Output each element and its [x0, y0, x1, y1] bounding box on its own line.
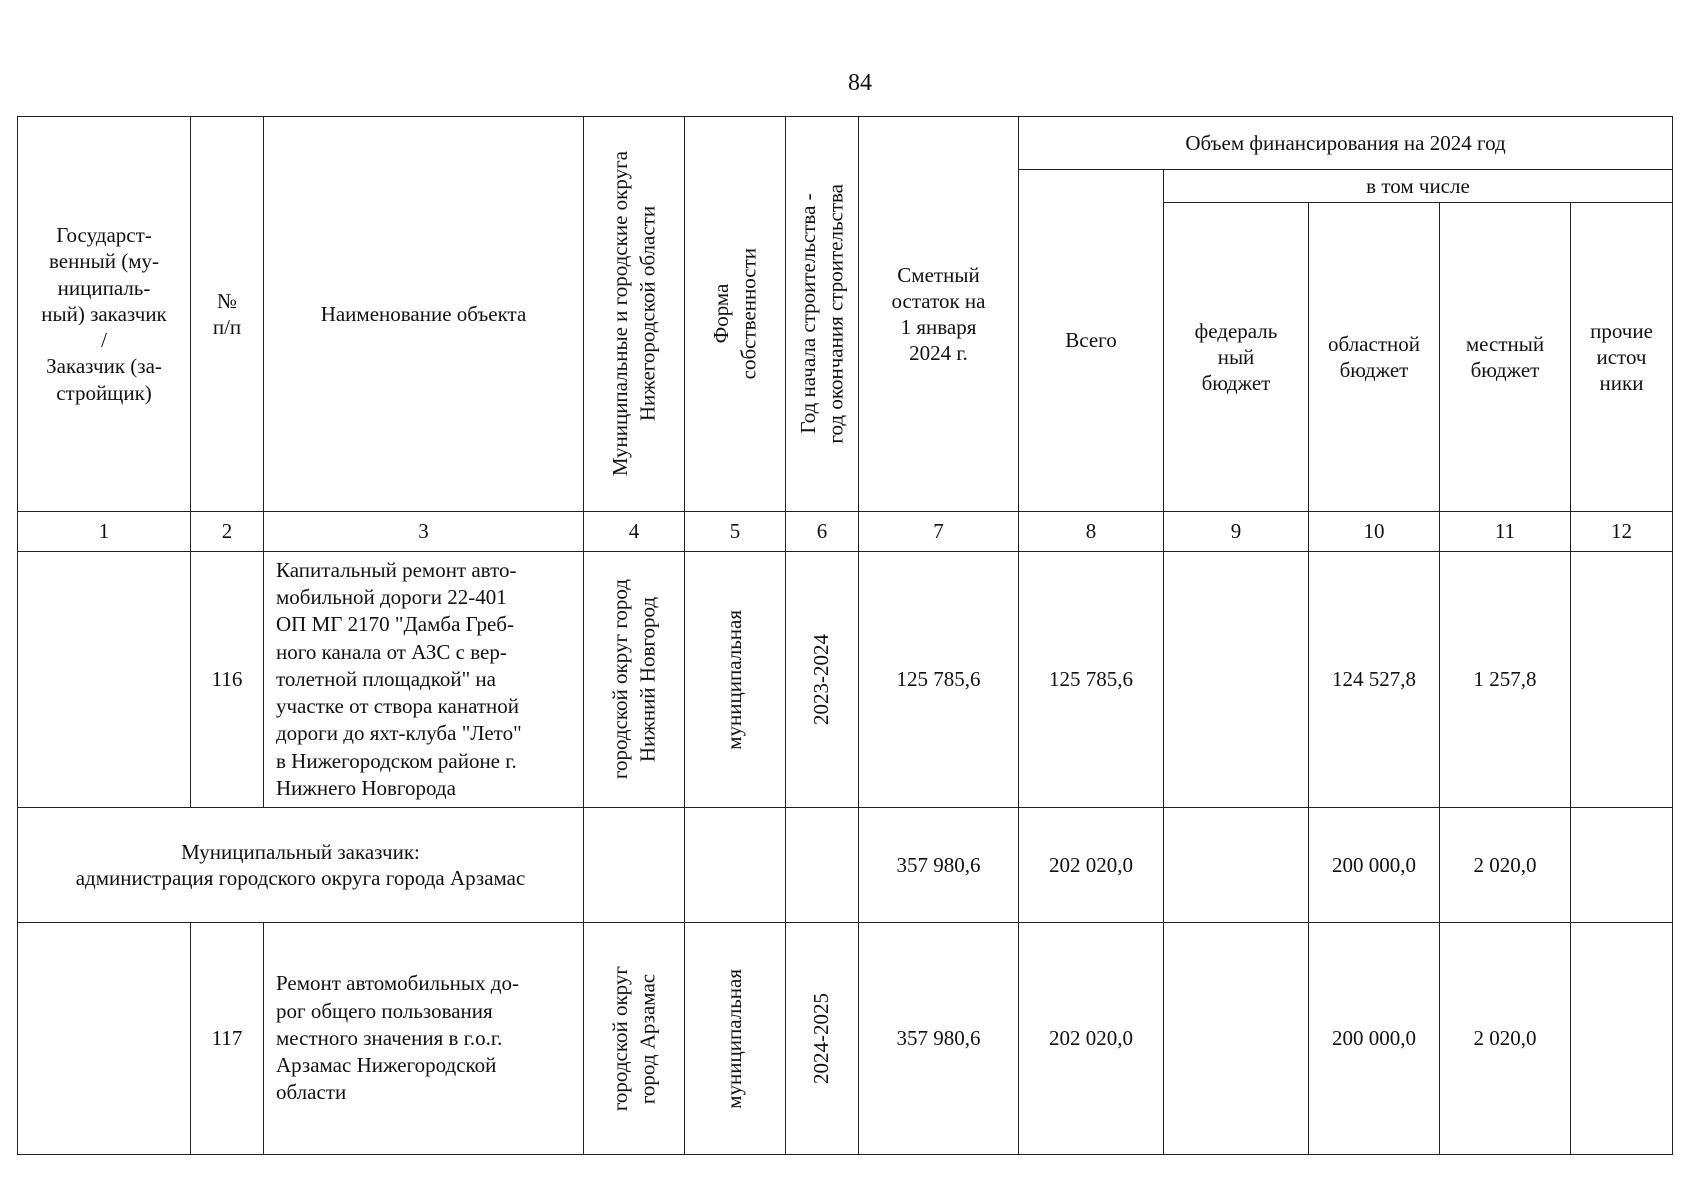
- customer-group-local: 2 020,0: [1440, 808, 1571, 923]
- row-years: 2023-2024: [786, 552, 859, 808]
- header-customer: Государст- венный (му- ниципаль- ный) заказчик / Заказчик (за- стройщик): [18, 117, 191, 512]
- customer-group-row: [18, 808, 1673, 923]
- column-number: 9: [1164, 512, 1309, 552]
- header-funding-volume: Объем финансирования на 2024 год: [1019, 117, 1673, 170]
- row-regional: 124 527,8: [1309, 552, 1440, 808]
- table-row: [18, 552, 1673, 808]
- row-estimated-balance: 357 980,6: [859, 923, 1019, 1155]
- header-years: Год начала строительства - год окончания строительства: [786, 117, 859, 512]
- header-other: прочие источ ники: [1571, 203, 1673, 512]
- row-ownership: муниципальная: [685, 923, 786, 1155]
- customer-group-district: [584, 808, 685, 923]
- header-number: № п/п: [191, 117, 264, 512]
- page-number: 84: [848, 70, 872, 96]
- row-ownership: муниципальная: [685, 552, 786, 808]
- row-customer-cell: [18, 923, 191, 1155]
- column-number: 2: [191, 512, 264, 552]
- column-number: 6: [786, 512, 859, 552]
- row-total: 125 785,6: [1019, 552, 1164, 808]
- row-number: 116: [191, 552, 264, 808]
- column-number: 12: [1571, 512, 1673, 552]
- header-total: Всего: [1019, 170, 1164, 512]
- row-total: 202 020,0: [1019, 923, 1164, 1155]
- table-row: [18, 923, 1673, 1155]
- customer-group-regional: 200 000,0: [1309, 808, 1440, 923]
- header-regional: областной бюджет: [1309, 203, 1440, 512]
- header-row-1: [18, 117, 1673, 170]
- row-estimated-balance: 125 785,6: [859, 552, 1019, 808]
- column-number: 3: [264, 512, 584, 552]
- row-object-name: Ремонт автомобильных до- рог общего пользования местного значения в г.о.г. Арзамас Нижегородской области: [264, 923, 584, 1155]
- column-number: 8: [1019, 512, 1164, 552]
- row-number: 117: [191, 923, 264, 1155]
- row-customer-cell: [18, 552, 191, 808]
- row-federal: [1164, 552, 1309, 808]
- financing-table: [17, 116, 1673, 1155]
- header-ownership: Форма собственности: [685, 117, 786, 512]
- customer-group-label: Муниципальный заказчик: администрация городского округа города Арзамас: [18, 808, 584, 923]
- header-local: местный бюджет: [1440, 203, 1571, 512]
- column-number: 11: [1440, 512, 1571, 552]
- customer-group-years: [786, 808, 859, 923]
- row-district: городской округ город Нижний Новгород: [584, 552, 685, 808]
- customer-group-ownership: [685, 808, 786, 923]
- column-number: 1: [18, 512, 191, 552]
- header-including: в том числе: [1164, 170, 1673, 203]
- column-number: 5: [685, 512, 786, 552]
- column-numbers-row: [18, 512, 1673, 552]
- row-federal: [1164, 923, 1309, 1155]
- header-object-name: Наименование объекта: [264, 117, 584, 512]
- row-object-name: Капитальный ремонт авто- мобильной дороги 22-401 ОП МГ 2170 "Дамба Греб- ного канала от АЗС с вер- толетной площадкой" на участке от створа канатной дороги до яхт-клуба "Лето" в Нижегородском районе г. Нижнего Новгорода: [264, 552, 584, 808]
- row-district: городской округ город Арзамас: [584, 923, 685, 1155]
- header-federal: федераль ный бюджет: [1164, 203, 1309, 512]
- column-number: 4: [584, 512, 685, 552]
- customer-group-other: [1571, 808, 1673, 923]
- customer-group-federal: [1164, 808, 1309, 923]
- column-number: 10: [1309, 512, 1440, 552]
- row-other: [1571, 552, 1673, 808]
- header-estimated-balance: Сметный остаток на 1 января 2024 г.: [859, 117, 1019, 512]
- column-number: 7: [859, 512, 1019, 552]
- row-other: [1571, 923, 1673, 1155]
- row-regional: 200 000,0: [1309, 923, 1440, 1155]
- row-years: 2024-2025: [786, 923, 859, 1155]
- header-districts: Муниципальные и городские округа Нижегородской области: [584, 117, 685, 512]
- customer-group-total: 202 020,0: [1019, 808, 1164, 923]
- row-local: 2 020,0: [1440, 923, 1571, 1155]
- customer-group-estimated-balance: 357 980,6: [859, 808, 1019, 923]
- row-local: 1 257,8: [1440, 552, 1571, 808]
